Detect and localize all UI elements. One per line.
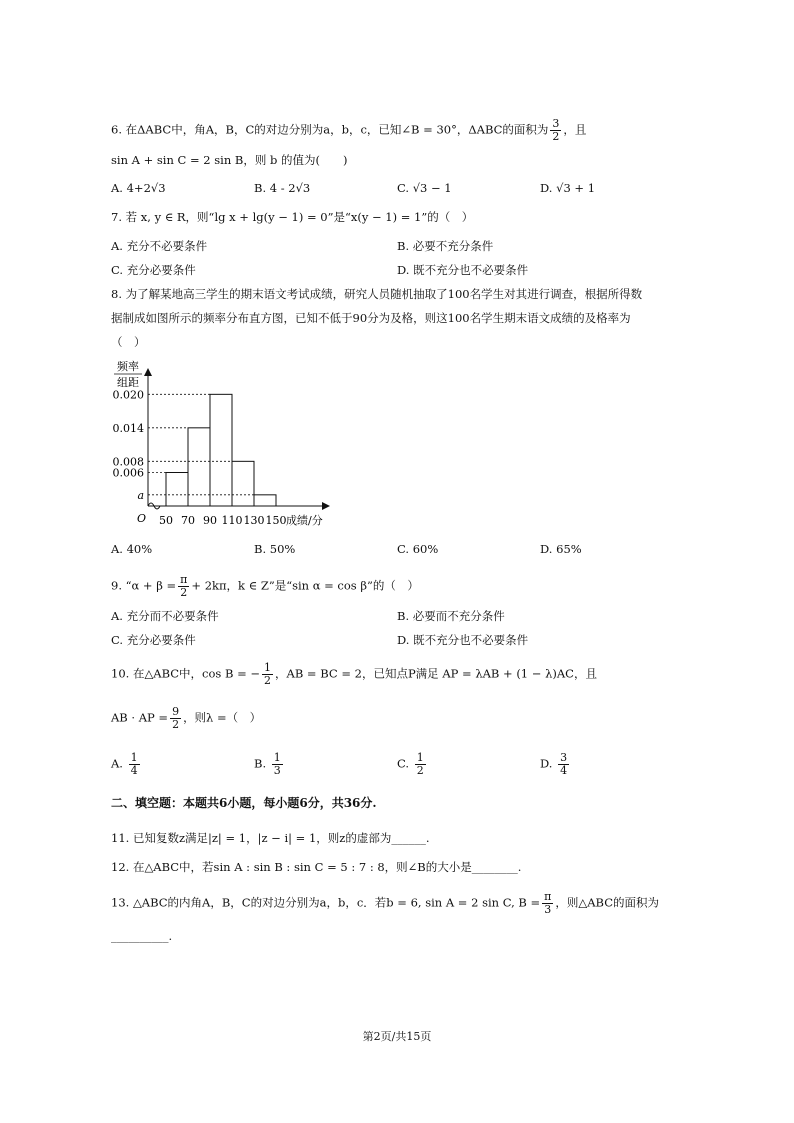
y-axis-label-bottom: 组距 [117,376,139,389]
q9-stem [111,574,419,599]
histogram-bar [210,394,232,506]
q7-option-a: A. 充分不必要条件 [111,239,208,253]
histogram-bar [232,461,254,506]
q9-fraction [178,574,189,599]
q6-option-b: B. 4 - 2√3 [254,181,311,195]
q10-fraction-1 [262,662,273,687]
q8-option-a: A. 40% [111,542,153,556]
q13-frac-den: 3 [544,903,552,916]
q9-option-b: B. 必要而不充分条件 [397,609,505,623]
q10-option-d-letter: D. [540,756,553,771]
y-tick-label: 0.008 [112,455,144,469]
q10-frac1-num: 1 [264,661,272,674]
x-tick-label: 150 [265,514,287,527]
q10-option-b-letter: B. [254,756,267,771]
y-tick-label: a [137,488,144,502]
q10-stem-part2: ，AB = BC = 2，已知点P满足 AP = λAB + (1 − λ)AC，且 [275,666,597,681]
q12-stem: 12. 在△ABC中，若sin A : sin B : sin C = 5 : 7 : 8，则∠B的大小是________. [111,860,522,874]
histogram-bar [166,473,188,507]
q8-line2: 据制成如图所示的频率分布直方图，已知不低于90分为及格，则这100名学生期末语文成绩的及格率为 [111,311,631,325]
q10-option-b [254,752,285,777]
y-tick-label: 0.020 [112,388,144,402]
x-tick-label: 70 [181,514,195,527]
q10-option-d-den: 4 [560,764,568,777]
q7-stem: 7. 若 x, y ∈ R，则“lg x + lg(y − 1) = 0”是“x(y − 1) = 1”的（ ） [111,210,474,224]
q13-stem-part2: ，则△ABC的面积为 [555,895,660,910]
page-footer: 第2页/共15页 [362,1030,432,1043]
origin-label: O [137,512,147,525]
q10-option-d [540,752,571,777]
y-tick-label: 0.014 [112,421,144,435]
q6-option-d: D. √3 + 1 [540,181,596,195]
section2-heading: 二、填空题：本题共6小题，每小题6分，共36分. [111,796,377,810]
q10-option-d-fraction [558,752,569,777]
q13-line2: __________. [111,929,173,943]
q6-frac-num: 3 [552,117,560,130]
x-axis-label: 成绩/分 [286,514,323,527]
q13-stem-part1: 13. △ABC的内角A，B，C的对边分别为a，b，c．若b = 6, sin A = 2 sin C, B = [111,895,541,910]
q10-line1 [111,662,597,687]
q10-option-a-fraction [129,752,140,777]
histogram-bar [254,495,276,506]
q7-option-d: D. 既不充分也不必要条件 [397,263,529,277]
q10-frac2-num: 9 [172,705,180,718]
q9-frac-den: 2 [180,586,188,599]
q10-option-c-fraction [415,752,426,777]
q10-stem-part1: 10. 在△ABC中，cos B = − [111,666,261,681]
histogram-bar [188,428,210,506]
q10-option-a-den: 4 [130,764,138,777]
q10-option-c-den: 2 [416,764,424,777]
q6-frac-den: 2 [552,130,560,143]
q9-stem-part1: 9. “α + β = [111,578,177,593]
q7-option-c: C. 充分必要条件 [111,263,196,277]
q10-frac2-den: 2 [172,718,180,731]
q6-option-a: A. 4+2√3 [111,181,166,195]
q8-option-d: D. 65% [540,542,582,556]
q9-frac-num: π [180,573,188,586]
q10-option-c-num: 1 [416,751,424,764]
q9-option-a: A. 充分而不必要条件 [111,609,219,623]
q10-option-a [111,752,142,777]
q8-option-c: C. 60% [397,542,439,556]
q6-stem-part1: 6. 在ΔABC中，角A，B，C的对边分别为a，b，c，已知∠B = 30°，ΔABC的面积为 [111,122,549,137]
q13-fraction [542,891,553,916]
q6-stem-part2: ，且 [563,122,587,137]
q13-line1 [111,891,659,916]
x-tick-label: 90 [203,514,217,527]
histogram-chart [108,356,348,536]
q10-option-c [397,752,428,777]
q10-stem-part3: AB · AP = [111,710,169,725]
q6-option-c: C. √3 − 1 [397,181,452,195]
q6-fraction [550,118,561,143]
q10-option-b-den: 3 [273,764,281,777]
q10-option-b-num: 1 [273,751,281,764]
q10-frac1-den: 2 [264,674,272,687]
q9-option-c: C. 充分必要条件 [111,633,196,647]
q7-option-b: B. 必要不充分条件 [397,239,494,253]
x-tick-label: 130 [243,514,265,527]
x-tick-label: 50 [159,514,173,527]
q10-line2 [111,706,261,731]
y-tick-label: 0.006 [112,466,144,480]
q13-frac-num: π [544,890,552,903]
x-tick-label: 110 [221,514,243,527]
q10-stem-part4: ，则λ =（ ） [183,710,262,725]
q10-option-a-num: 1 [130,751,138,764]
q8-line3: （ ） [111,335,146,349]
q10-option-d-num: 3 [560,751,568,764]
q8-option-b: B. 50% [254,542,296,556]
q6-line2: sin A + sin C = 2 sin B，则 b 的值为( ) [111,153,348,167]
q8-line1: 8. 为了解某地高三学生的期末语文考试成绩，研究人员随机抽取了100名学生对其进行调查，根据所得数 [111,287,643,301]
q10-option-a-letter: A. [111,756,123,771]
q11-stem: 11. 已知复数z满足|z| = 1，|z − i| = 1，则z的虚部为______. [111,831,430,845]
q9-stem-part2: + 2kπ，k ∈ Z”是“sin α = cos β”的（ ） [191,578,419,593]
q10-fraction-2 [170,706,181,731]
y-axis-label-top: 频率 [117,360,139,373]
q10-option-b-fraction [272,752,283,777]
q9-option-d: D. 既不充分也不必要条件 [397,633,529,647]
q6-line1 [111,118,586,143]
q10-option-c-letter: C. [397,756,410,771]
